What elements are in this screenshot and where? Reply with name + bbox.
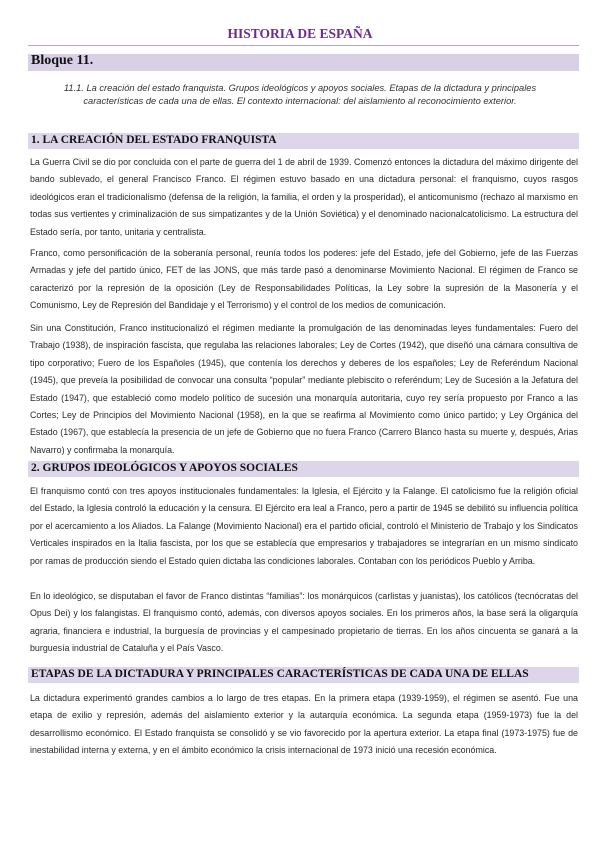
section-1-heading: 1. LA CREACIÓN DEL ESTADO FRANQUISTA: [31, 134, 277, 146]
section-1-paragraph-1: La Guerra Civil se dio por concluida con el parte de guerra del 1 de abril de 1939. Comenzó entonces la dictadura del máximo dirigente del bando sublevado, el general Francisco Franco. El régimen estuvo basado en una dictadura personal: el franquismo, cuyos rasgos ideológicos eran el tradicionalismo (defensa de la religión, la familia, el orden y la prosperidad), el anticomunismo (rechazo al marxismo en todas sus vertientes y criminalización de sus simpatizantes y de la Unión Soviética) y el denominado nacionalcatolicismo. La estructura del Estado sería, por tanto, unitaria y centralista.: [30, 157, 578, 237]
section-3-heading: ETAPAS DE LA DICTADURA Y PRINCIPALES CARACTERÍSTICAS DE CADA UNA DE ELLAS: [31, 668, 529, 680]
section-2-heading: 2. GRUPOS IDEOLÓGICOS Y APOYOS SOCIALES: [31, 462, 298, 474]
section-1-paragraph-2: Franco, como personificación de la soberanía personal, reunía todos los poderes: jefe del Estado, jefe del Gobierno, jefe de las Fuerzas Armadas y jefe del partido único, FET de las JONS, que más tarde pasó a denominarse Movimiento Nacional. El régimen de Franco se caracterizó por la represión de la oposición (Ley de Responsabilidades Políticas, la Ley sobre la supresión de la Masonería y el Comunismo, Ley de Represión del Bandidaje y el Terrorismo) y el control de los medios de comunicación.: [30, 248, 578, 311]
document-title: HISTORIA DE ESPAÑA: [227, 26, 373, 41]
bloque-label: Bloque 11.: [31, 53, 94, 68]
section-3-paragraph-1: La dictadura experimentó grandes cambios a lo largo de tres etapas. En la primera etapa (1939-1959), el régimen se asentó. Fue una etapa de exilio y represión, además del aislamiento exterior y la autarquía económica. La segunda etapa (1959-1973) fue la del desarrollismo económico. El Estado franquista se consolidó y se vio favorecido por la apertura exterior. La etapa final (1973-1975) fue de inestabilidad interna y externa, y en el ámbito económico la crisis internacional de 1973 inició una recesión económica.: [30, 693, 578, 756]
section-2-paragraph-1: El franquismo contó con tres apoyos institucionales fundamentales: la Iglesia, el Ejército y la Falange. El catolicismo fue la religión oficial del Estado, la Iglesia controló la educación y la censura. El Ejército era leal a Franco, pero a partir de 1945 se debilitó su influencia política por el acercamiento a los Aliados. La Falange (Movimiento Nacional) era el partido oficial, controló el Ministerio de Trabajo y los Sindicatos Verticales inspirados en la Italia fascista, por los que se establecía que empresarios y trabajadores se integrarían en un mismo sindicato por ramas de producción siendo el Estado quien dictaba las condiciones laborales. Contaban con los periódicos Pueblo y Arriba.: [30, 486, 578, 566]
topic-subtitle: 11.1. La creación del estado franquista. Grupos ideológicos y apoyos sociales. Etapas de la dictadura y principales características de cada una de ellas. El contexto internacional: del aislamiento al reconocimiento exterior.: [63, 83, 537, 106]
bloque-banner: [28, 54, 579, 71]
title-divider: [28, 45, 579, 46]
section-2-paragraph-2: En lo ideológico, se disputaban el favor de Franco distintas “familias”: los monárquicos (carlistas y juanistas), los católicos (tecnócratas del Opus Dei) y los falangistas. El franquismo contó, además, con diversos apoyos sociales. En los primeros años, la base será la oligarquía agraria, financiera e industrial, la burguesía de provincias y el campesinado propietario de tierras. En los años cincuenta se ganará a la burguesía industrial de Cataluña y el País Vasco.: [30, 591, 578, 654]
section-1-paragraph-3: Sin una Constitución, Franco institucionalizó el régimen mediante la promulgación de las denominadas leyes fundamentales: Fuero del Trabajo (1938), de inspiración fascista, que regulaba las relaciones laborales; Ley de Cortes (1942), que diseñó una cámara consultiva de tipo corporativo; Fuero de los Españoles (1945), que contenía los derechos y deberes de los españoles; Ley de Referéndum Nacional (1945), que preveía la posibilidad de convocar una consulta “popular” mediante plebiscito o referéndum; Ley de Sucesión a la Jefatura del Estado (1947), que estableció como modelo político de sucesión una monarquía autoritaria, cuyo rey sería propuesto por Franco a las Cortes; Ley de Principios del Movimiento Nacional (1958), en la que se reafirma al Movimiento como único partido; y Ley Orgánica del Estado (1967), que establecía la presencia de un jefe de Gobierno que no fuera Franco (Carrero Blanco hasta su muerte y, después, Arias Navarro) y confirmaba la monarquía.: [30, 323, 578, 455]
